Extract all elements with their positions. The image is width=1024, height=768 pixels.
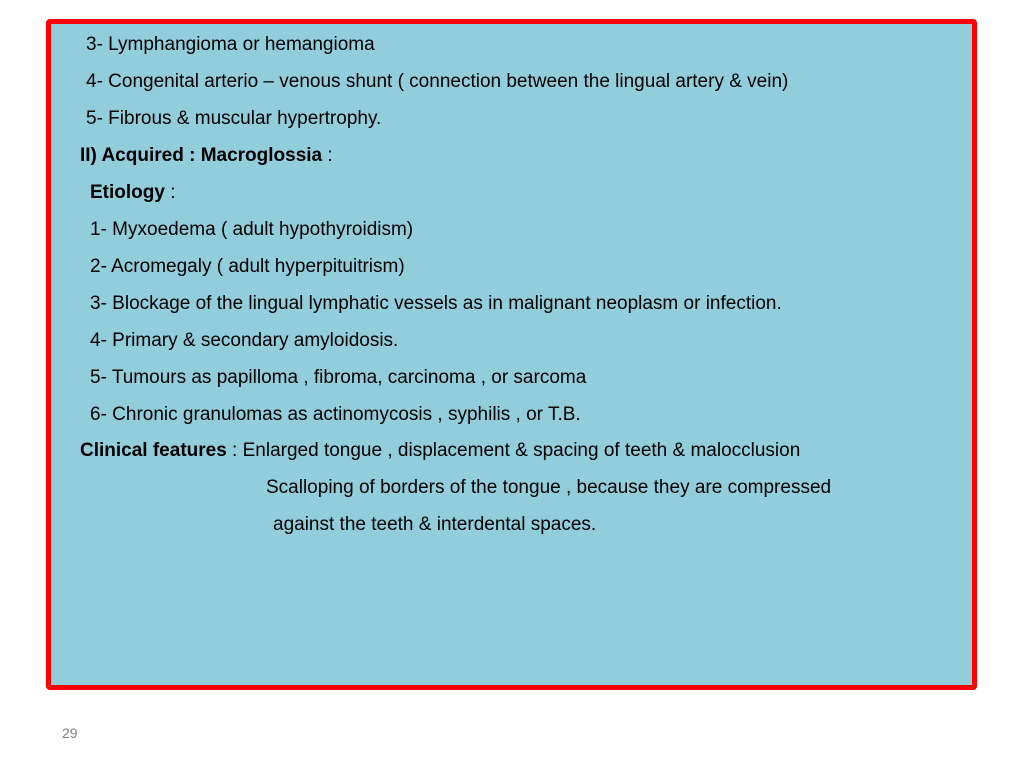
clinical-features-text: : Enlarged tongue , displacement & spacing of teeth & malocclusion [226,440,801,461]
etiology-item-1: 1- Myxoedema ( adult hypothyroidism) [90,219,414,240]
congenital-item-5: 5- Fibrous & muscular hypertrophy. [86,108,382,129]
clinical-features-line-2: Scalloping of borders of the tongue , because they are compressed [266,477,832,498]
clinical-features-heading: Clinical features [80,440,227,461]
etiology-item-4: 4- Primary & secondary amyloidosis. [90,330,399,351]
etiology-item-2: 2- Acromegaly ( adult hyperpituitrism) [90,256,405,277]
etiology-heading-colon: : [164,182,176,203]
acquired-heading-line [80,144,333,168]
etiology-item-6: 6- Chronic granulomas as actinomycosis , syphilis , or T.B. [90,404,581,425]
acquired-heading: II) Acquired : Macroglossia [80,145,323,166]
clinical-features-line-3: against the teeth & interdental spaces. [273,514,597,535]
etiology-heading-line [90,181,176,205]
congenital-item-4: 4- Congenital arterio – venous shunt ( connection between the lingual artery & vein) [86,71,789,92]
congenital-item-3: 3- Lymphangioma or hemangioma [86,34,375,55]
acquired-heading-colon: : [322,145,333,166]
etiology-heading: Etiology [90,182,165,203]
page-number: 29 [62,725,78,741]
etiology-item-5: 5- Tumours as papilloma , fibroma, carcinoma , or sarcoma [90,367,587,388]
clinical-features-line [80,439,800,463]
etiology-item-3: 3- Blockage of the lingual lymphatic vessels as in malignant neoplasm or infection. [90,293,782,314]
